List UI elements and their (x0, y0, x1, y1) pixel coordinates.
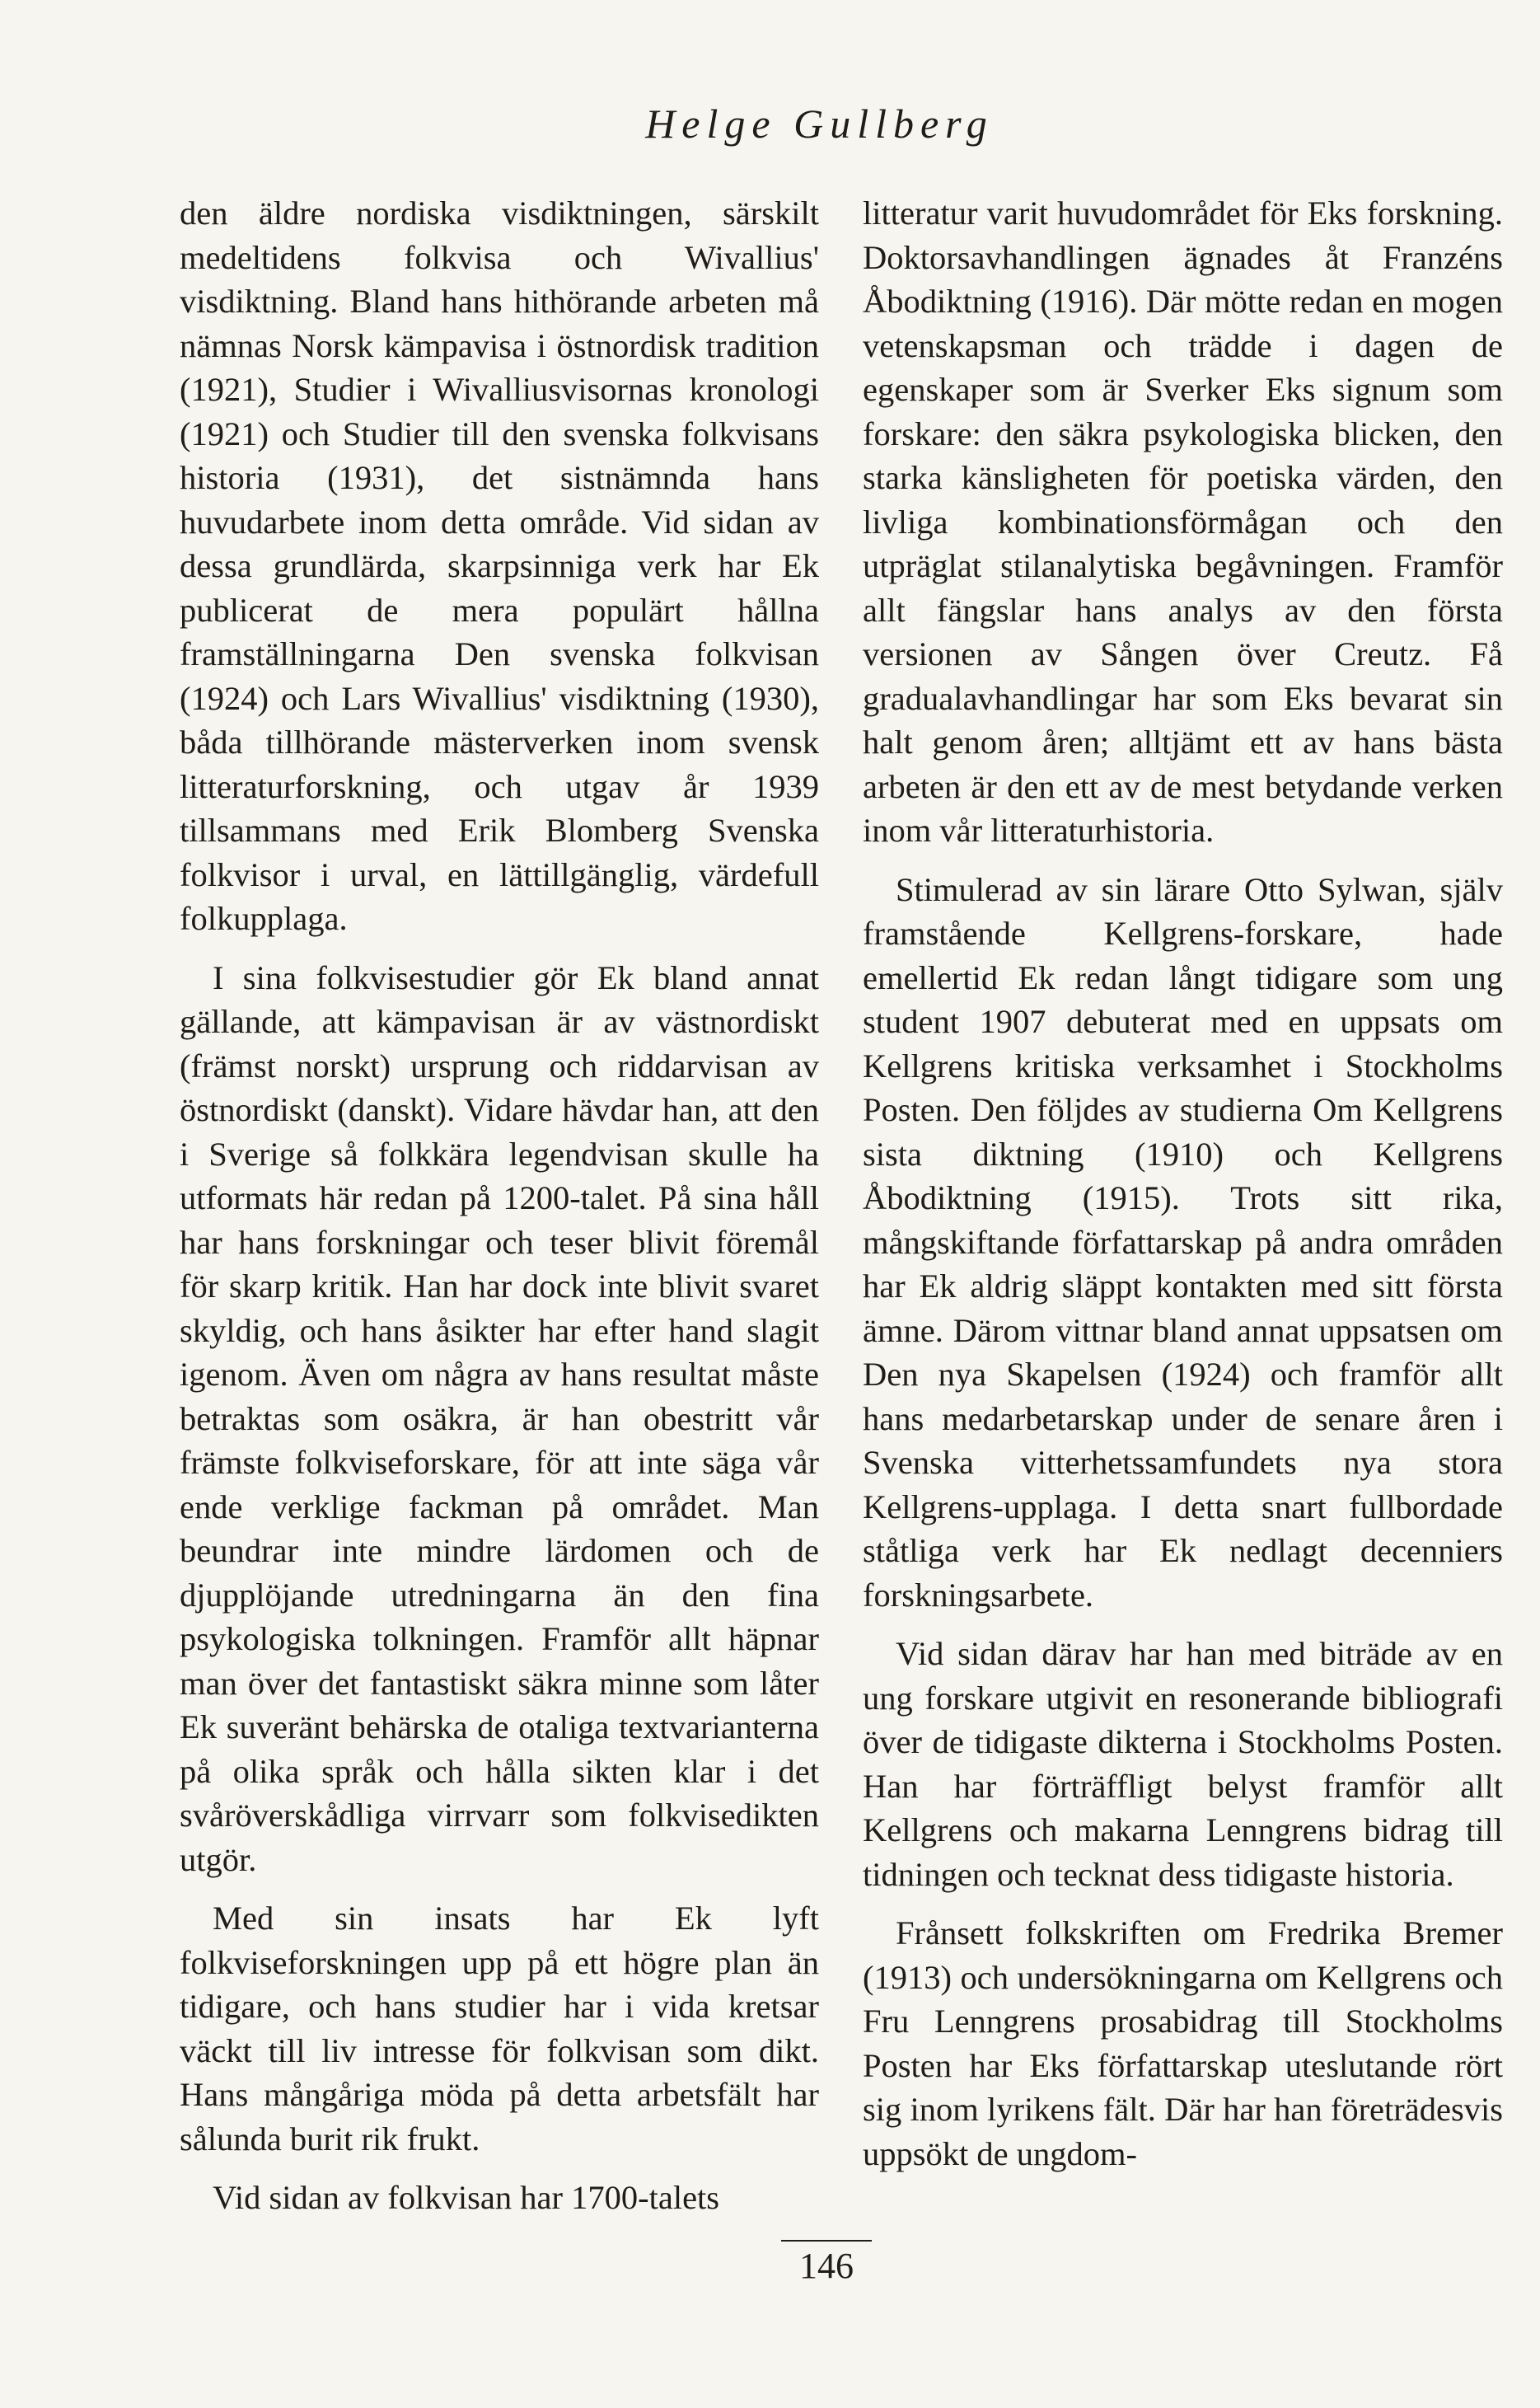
left-paragraph-1: den äldre nordiska visdiktningen, särskilt medeltidens folkvisa och Wivallius' visdiktning. Bland hans hithörande arbeten må nämnas Norsk kämpavisa i östnordisk tradition (1921), Studier i Wivalliusvisornas kronologi (1921) och Studier till den svenska folkvisans historia (1931), det sistnämnda hans huvudarbete inom detta område. Vid sidan av dessa grundlärda, skarpsinniga verk har Ek publicerat de mera populärt hållna framställningarna Den svenska folkvisan (1924) och Lars Wivallius' visdiktning (1930), båda tillhörande mästerverken inom svensk litteraturforskning, och utgav år 1939 tillsammans med Erik Blomberg Svenska folkvisor i urval, en lättillgänglig, värdefull folkupplaga. (180, 194, 819, 937)
right-column (863, 191, 1503, 2176)
page-number: 146 (781, 2240, 872, 2284)
right-paragraph-4: Frånsett folkskriften om Fredrika Bremer (1913) och undersökningarna om Kellgrens och Fru Lenngrens prosabidrag till Stockholms Posten har Eks författarskap uteslutande rört sig inom lyrikens fält. Där har han företrädesvis uppsökt de ungdom- (863, 1914, 1503, 2172)
right-paragraph-3: Vid sidan därav har han med biträde av en ung forskare utgivit en resonerande bibliografi över de tidigaste dikterna i Stockholms Posten. Han har förträffligt belyst framför allt Kellgrens och makarna Lenngrens bidrag till tidningen och tecknat dess tidigaste historia. (863, 1635, 1503, 1893)
right-paragraph-1: litteratur varit huvudområdet för Eks forskning. Doktorsavhandlingen ägnades åt Franzéns Åbodiktning (1916). Där mötte redan en mogen vetenskapsman och trädde i dagen de egenskaper som är Sverker Eks signum som forskare: den säkra psykologiska blicken, den starka känsligheten för poetiska värden, den livliga kombinationsförmågan och den utpräglat stilanalytiska begåvningen. Framför allt fängslar hans analys av den första versionen av Sången över Creutz. Få gradualavhandlingar har som Eks bevarat sin halt genom åren; alltjämt ett av hans bästa arbeten är den ett av de mest betydande verken inom vår litteraturhistoria. (863, 194, 1503, 849)
left-paragraph-4: Vid sidan av folkvisan har 1700-talets (213, 2179, 720, 2216)
right-paragraph-2: Stimulerad av sin lärare Otto Sylwan, själv framstående Kellgrens-forskare, hade emellertid Ek redan långt tidigare som ung student 1907 debuterat med en uppsats om Kellgrens kritiska verksamhet i Stockholms Posten. Den följdes av studierna Om Kellgrens sista diktning (1910) och Kellgrens Åbodiktning (1915). Trots sitt rika, mångskiftande författarskap på andra områden har Ek aldrig släppt kontakten med sitt första ämne. Därom vittnar bland annat uppsatsen om Den nya Skapelsen (1924) och framför allt hans medarbetarskap under de senare åren i Svenska vitterhetssamfundets nya stora Kellgrens-upplaga. I detta snart fullbordade ståtliga verk har Ek nedlagt decenniers forskningsarbete. (863, 870, 1503, 1614)
left-paragraph-3: Med sin insats har Ek lyft folkviseforskningen upp på ett högre plan än tidigare, och hans studier har i vida kretsar väckt till liv intresse för folkvisan som dikt. Hans mångåriga möda på detta arbetsfält har sålunda burit rik frukt. (180, 1900, 819, 2157)
left-paragraph-2: I sina folkvisestudier gör Ek bland annat gällande, att kämpavisan är av västnordiskt (främst norskt) ursprung och riddarvisan av östnordiskt (danskt). Vidare hävdar han, att den i Sverige så folkkära legendvisan skulle ha utformats här redan på 1200-talet. På sina håll har hans forskningar och teser blivit föremål för skarp kritik. Han har dock inte blivit svaret skyldig, och hans åsikter har efter hand slagit igenom. Även om några av hans resultat måste betraktas som osäkra, är han obestritt vår främste folkviseforskare, för att inte säga vår ende verklige fackman på området. Man beundrar inte mindre lärdomen och de djupplöjande utredningarna än den fina psykologiska tolkningen. Framför allt häpnar man över det fantastiskt säkra minne som låter Ek suveränt behärska de otaliga textvarianterna på olika språk och hålla sikten klar i det svåröverskådliga virrvarr som folkvisedikten utgör. (180, 958, 819, 1878)
running-head-title: Helge Gullberg (645, 101, 994, 147)
left-column (180, 191, 819, 2220)
